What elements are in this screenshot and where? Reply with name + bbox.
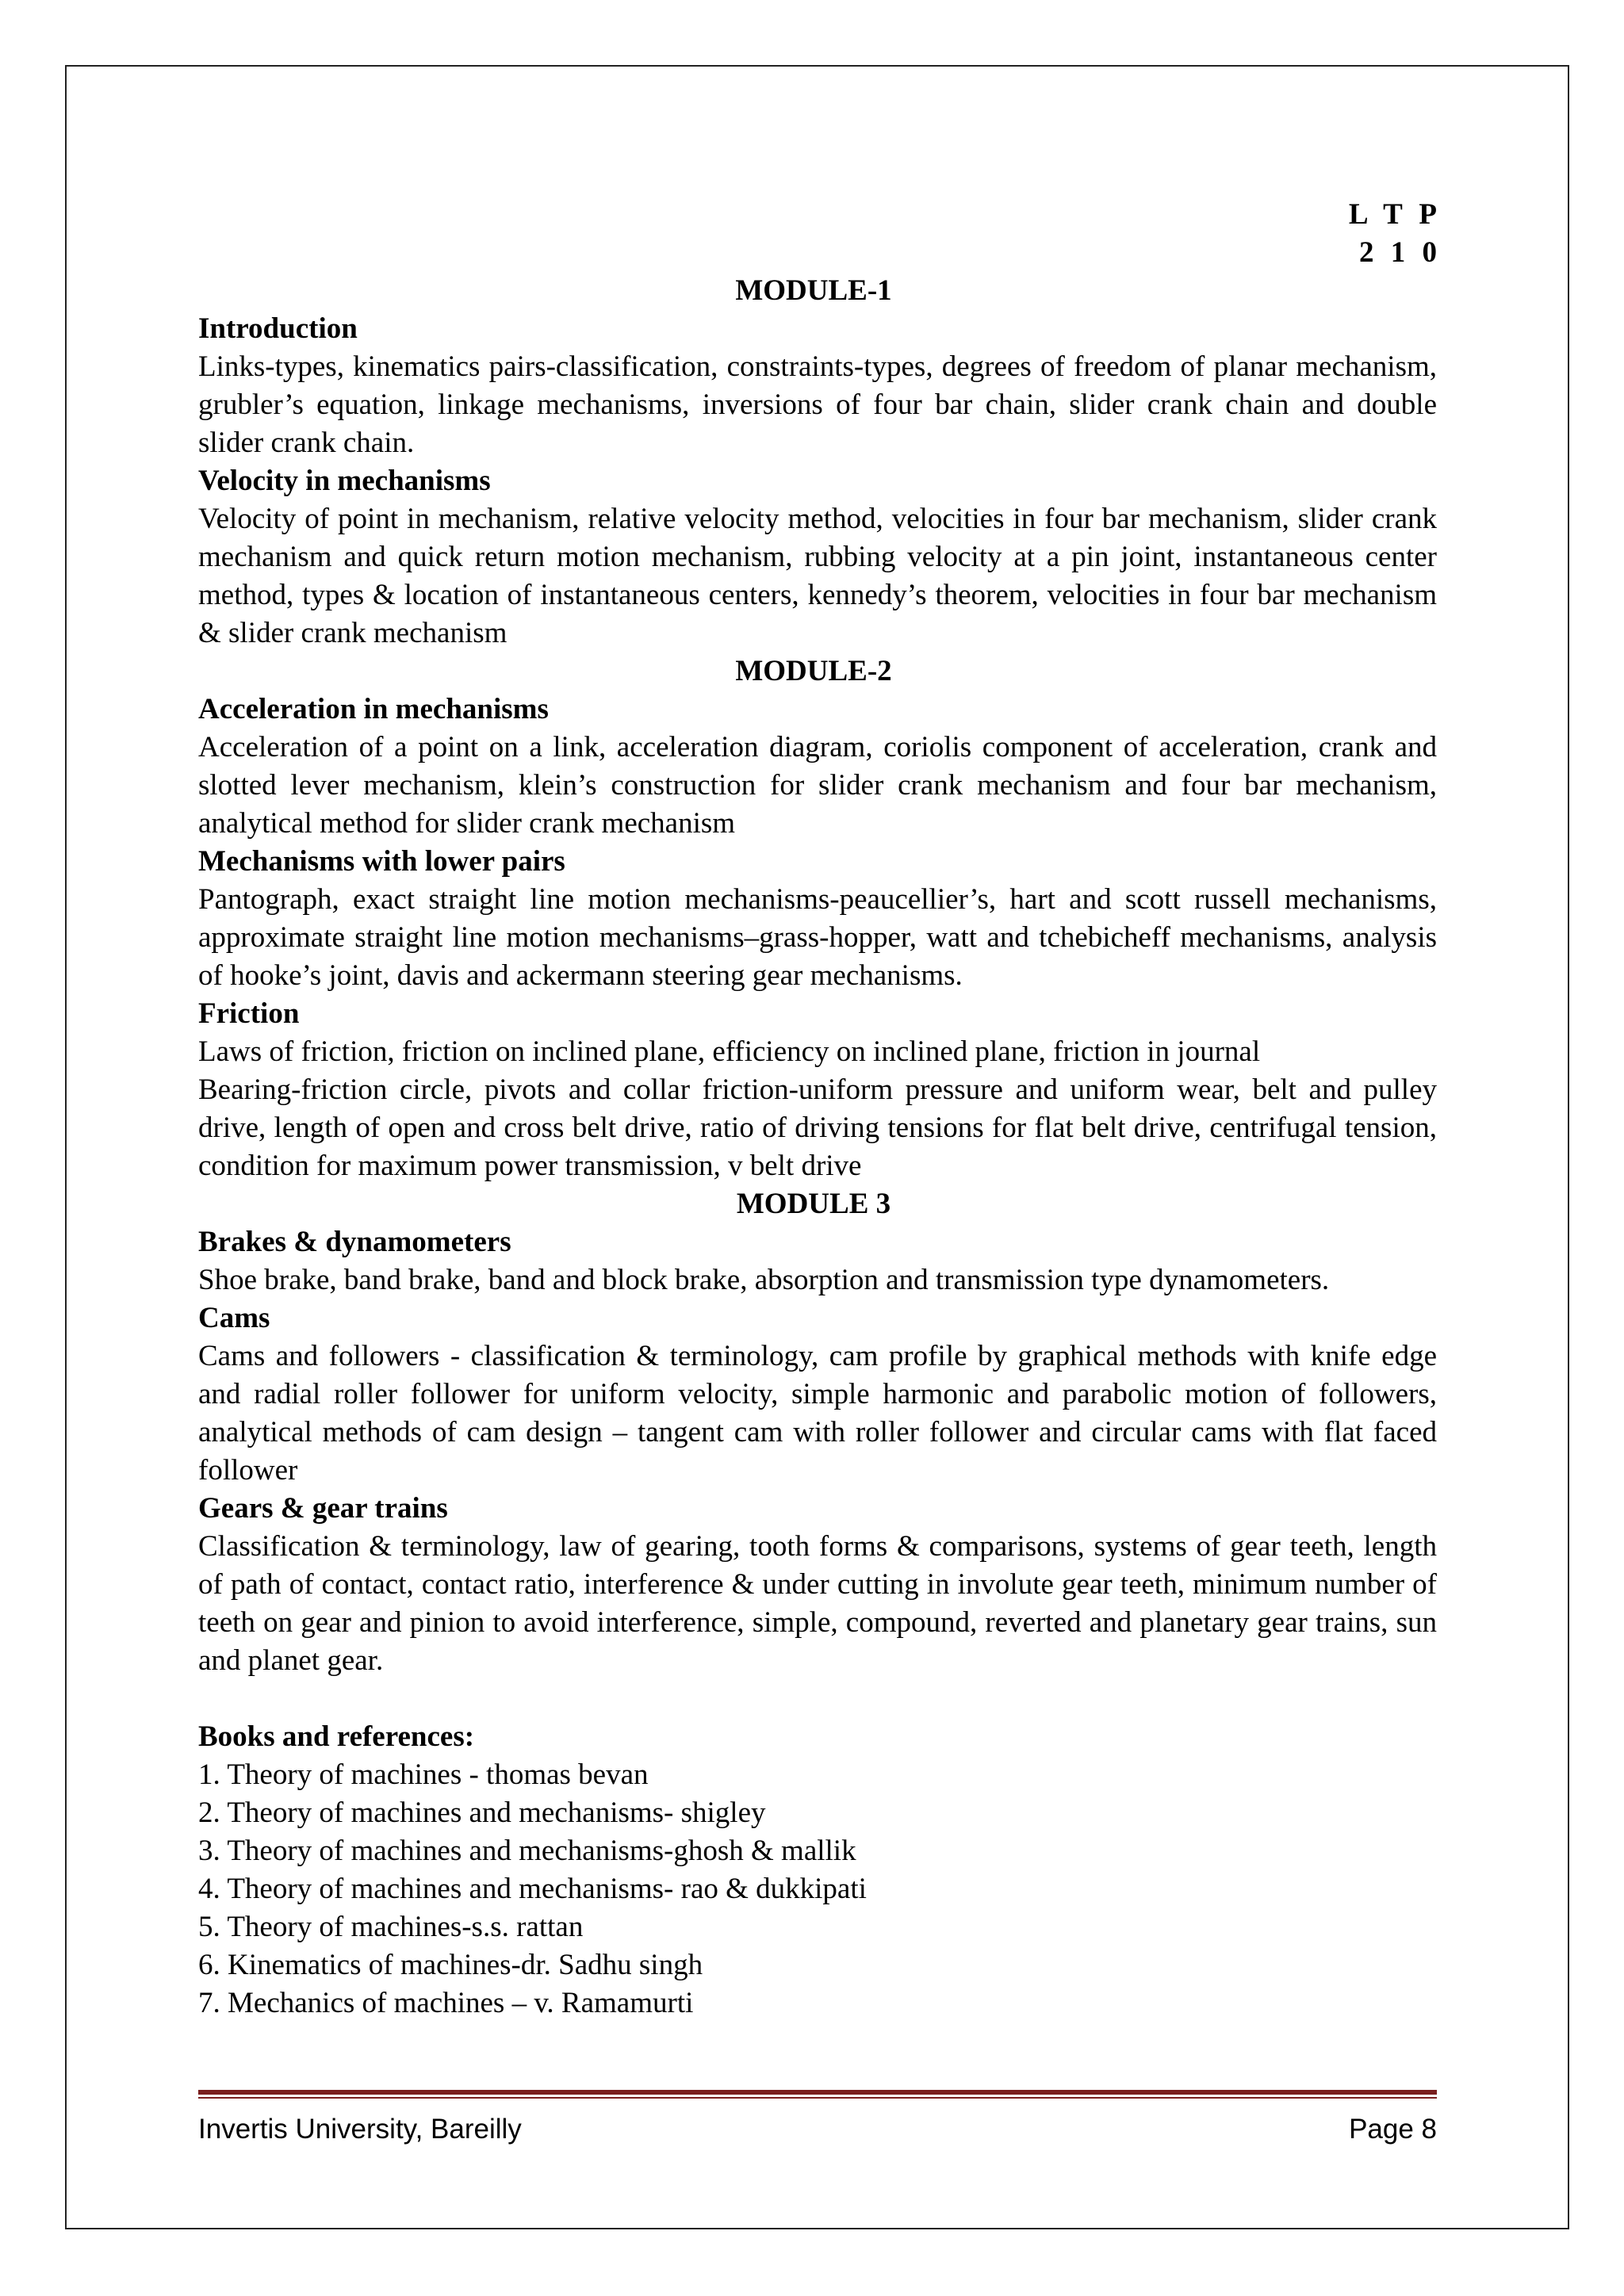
footer-page-number: Page 8: [1349, 2114, 1437, 2145]
section-body: Bearing-friction circle, pivots and collar friction-uniform pressure and uniform wear, belt and pulley drive, length of open and cross belt drive, ratio of driving tensions for flat belt drive, centrifugal tension, condition for maximum power transmission, v belt drive: [198, 1073, 1437, 1182]
reference-item: 5. Theory of machines-s.s. rattan: [198, 1911, 584, 1943]
ltp-values: 2 1 0: [1359, 236, 1442, 269]
reference-item: 6. Kinematics of machines-dr. Sadhu singh: [198, 1949, 703, 1981]
reference-item: 3. Theory of machines and mechanisms-ghosh & mallik: [198, 1835, 856, 1867]
section-title: Cams: [198, 1302, 270, 1334]
reference-item: 4. Theory of machines and mechanisms- rao & dukkipati: [198, 1873, 867, 1905]
footer-divider: [198, 2090, 1437, 2095]
references-title: Books and references:: [198, 1720, 475, 1753]
section-title: Acceleration in mechanisms: [198, 693, 549, 725]
reference-item: 2. Theory of machines and mechanisms- shigley: [198, 1797, 766, 1829]
ltp-labels: L T P: [1348, 198, 1442, 231]
section-body: Shoe brake, band brake, band and block brake, absorption and transmission type dynamometers.: [198, 1264, 1330, 1296]
section-body: Velocity of point in mechanism, relative velocity method, velocities in four bar mechanism, slider crank mechanism and quick return motion mechanism, rubbing velocity at a pin joint, instantaneous center method, types & location of instantaneous centers, kennedy’s theorem, velocities in four bar mechanism & slider crank mechanism: [198, 503, 1437, 649]
footer-divider-thin: [198, 2097, 1437, 2099]
references-list: [198, 1756, 1437, 2022]
reference-item: 1. Theory of machines - thomas bevan: [198, 1758, 649, 1791]
section-title: Gears & gear trains: [198, 1492, 448, 1525]
section-body: Links-types, kinematics pairs-classification, constraints-types, degrees of freedom of planar mechanism, grubler’s equation, linkage mechanisms, inversions of four bar chain, slider crank chain and double slider crank chain.: [198, 350, 1437, 459]
section-body: Classification & terminology, law of gearing, tooth forms & comparisons, systems of gear teeth, length of path of contact, contact ratio, interference & under cutting in involute gear teeth, minimum number of teeth on gear and pinion to avoid interference, simple, compound, reverted and planetary gear trains, sun and planet gear.: [198, 1530, 1437, 1677]
module-heading: MODULE-1: [735, 274, 892, 307]
document-content: [198, 196, 1442, 2022]
section-body: Acceleration of a point on a link, acceleration diagram, coriolis component of acceleration, crank and slotted lever mechanism, klein’s construction for slider crank mechanism and four bar mechanism, analytical method for slider crank mechanism: [198, 731, 1437, 840]
footer-institution: Invertis University, Bareilly: [198, 2114, 522, 2145]
section-body: Pantograph, exact straight line motion mechanisms-peaucellier’s, hart and scott russell mechanisms, approximate straight line motion mechanisms–grass-hopper, watt and tchebicheff mechanisms, analysis of hooke’s joint, davis and ackermann steering gear mechanisms.: [198, 883, 1437, 992]
module-heading: MODULE 3: [736, 1188, 891, 1220]
section-title: Introduction: [198, 312, 358, 345]
section-title: Friction: [198, 997, 300, 1030]
section-title: Mechanisms with lower pairs: [198, 845, 565, 878]
section-title: Brakes & dynamometers: [198, 1226, 511, 1258]
section-body-line: Laws of friction, friction on inclined plane, efficiency on inclined plane, friction in journal: [198, 1035, 1261, 1068]
blank-line: [198, 1680, 1437, 1718]
reference-item: 7. Mechanics of machines – v. Ramamurti: [198, 1987, 694, 2019]
section-body: Cams and followers - classification & terminology, cam profile by graphical methods with knife edge and radial roller follower for uniform velocity, simple harmonic and parabolic motion of followers, analytical methods of cam design – tangent cam with roller follower and circular cams with flat faced follower: [198, 1340, 1437, 1487]
module-heading: MODULE-2: [735, 655, 892, 687]
section-title: Velocity in mechanisms: [198, 465, 491, 497]
